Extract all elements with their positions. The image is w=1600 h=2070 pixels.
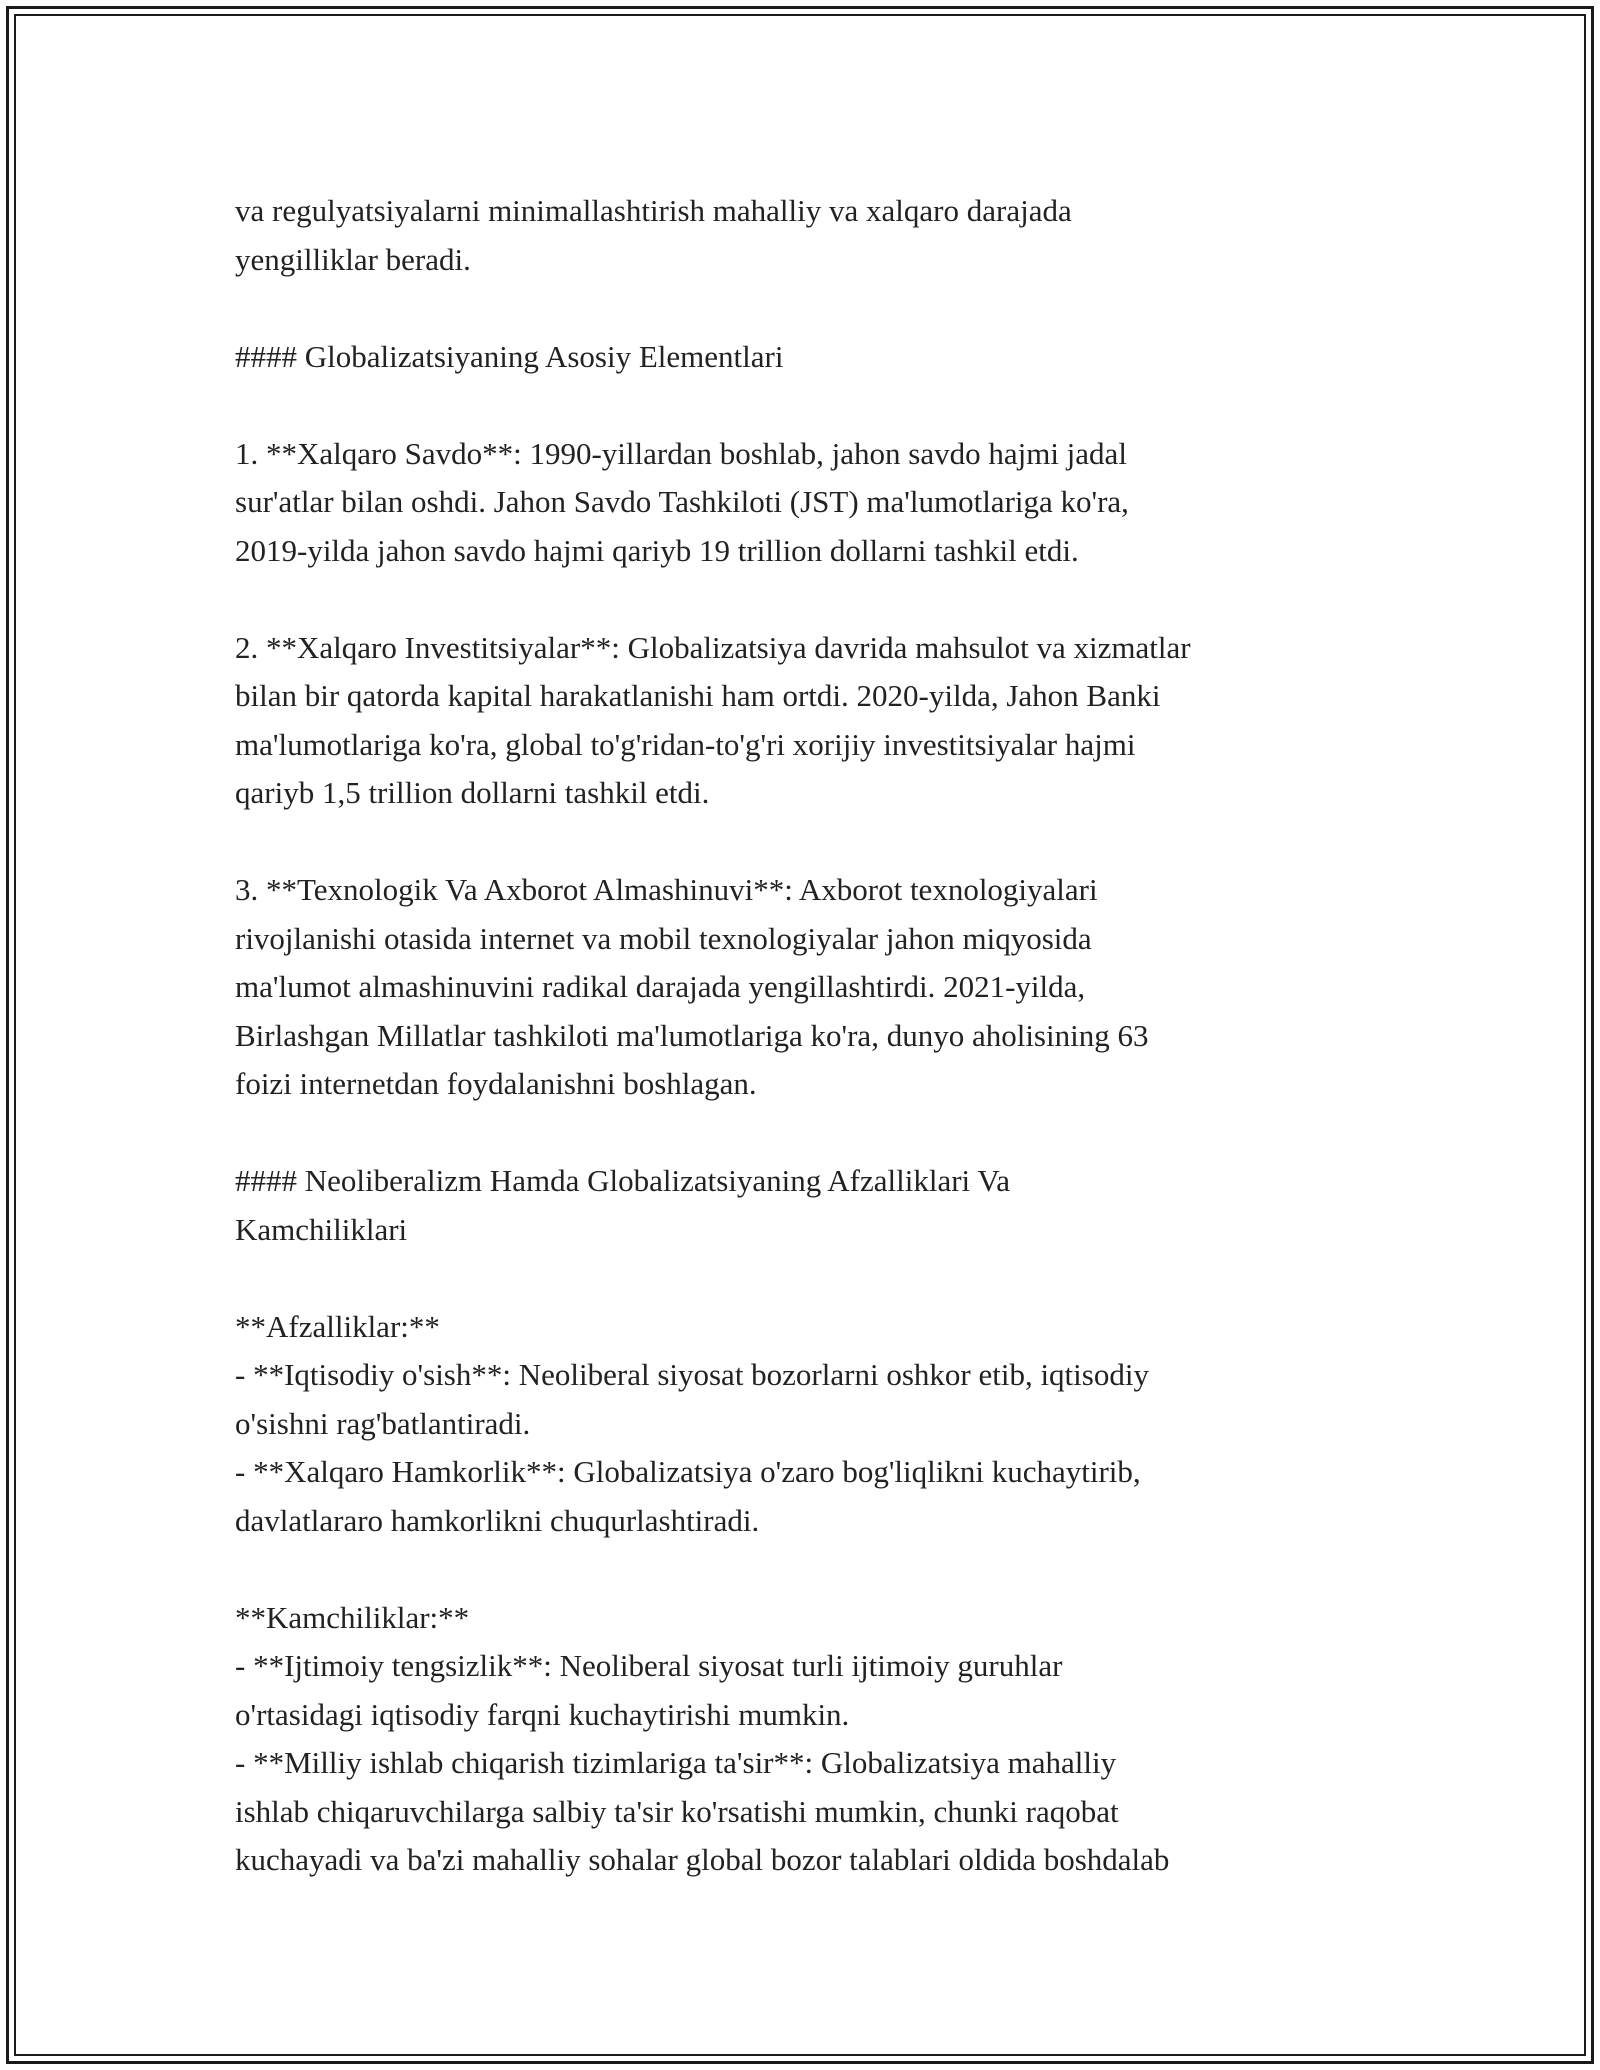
text-line: ma'lumot almashinuvini radikal darajada yengillashtirdi. 2021-yilda, bbox=[235, 969, 1086, 1004]
text-line: o'sishni rag'batlantiradi. bbox=[235, 1405, 531, 1441]
text-line: - **Milliy ishlab chiqarish tizimlariga ta'sir**: Globalizatsiya mahalliy bbox=[235, 1745, 1117, 1780]
text-line: 1. **Xalqaro Savdo**: 1990-yillardan boshlab, jahon savdo hajmi jadal bbox=[235, 435, 1127, 471]
text-line: 3. **Texnologik Va Axborot Almashinuvi**: Axborot texnologiyalari bbox=[235, 872, 1098, 907]
cons-block bbox=[235, 1594, 1385, 1885]
heading-line: #### Globalizatsiyaning Asosiy Elementlari bbox=[235, 338, 784, 374]
text-line: bilan bir qatorda kapital harakatlanishi ham ortdi. 2020-yilda, Jahon Banki bbox=[235, 678, 1161, 713]
intro-paragraph bbox=[235, 187, 1385, 284]
text-line: kuchayadi va ba'zi mahalliy sohalar global bozor talablari oldida boshdalab bbox=[235, 1842, 1170, 1877]
text-line: ishlab chiqaruvchilarga salbiy ta'sir ko'rsatishi mumkin, chunki raqobat bbox=[235, 1793, 1119, 1829]
text-line: o'rtasidagi iqtisodiy farqni kuchaytirishi mumkin. bbox=[235, 1696, 850, 1732]
heading-line: #### Neoliberalizm Hamda Globalizatsiyaning Afzalliklari Va bbox=[235, 1163, 1011, 1198]
heading-line: Kamchiliklari bbox=[235, 1211, 408, 1247]
text-line: **Afzalliklar:** bbox=[235, 1308, 440, 1344]
list-item-trade bbox=[235, 430, 1385, 576]
text-line: Birlashgan Millatlar tashkiloti ma'lumotlariga ko'ra, dunyo aholisining 63 bbox=[235, 1017, 1149, 1053]
text-line: yengilliklar beradi. bbox=[235, 241, 471, 277]
text-line: 2. **Xalqaro Investitsiyalar**: Globalizatsiya davrida mahsulot va xizmatlar bbox=[235, 629, 1191, 665]
text-line: davlatlararo hamkorlikni chuqurlashtiradi. bbox=[235, 1502, 760, 1538]
paragraph-gap bbox=[235, 818, 1385, 867]
paragraph-gap bbox=[235, 575, 1385, 624]
text-line: 2019-yilda jahon savdo hajmi qariyb 19 trillion dollarni tashkil etdi. bbox=[235, 532, 1079, 568]
list-item-investments bbox=[235, 624, 1385, 818]
paragraph-gap bbox=[235, 1109, 1385, 1158]
text-line: rivojlanishi otasida internet va mobil texnologiyalar jahon miqyosida bbox=[235, 920, 1092, 956]
text-line: qariyb 1,5 trillion dollarni tashkil etdi. bbox=[235, 775, 710, 810]
paragraph-gap bbox=[235, 284, 1385, 333]
paragraph-gap bbox=[235, 381, 1385, 430]
text-line: **Kamchiliklar:** bbox=[235, 1599, 470, 1635]
text-line: va regulyatsiyalarni minimallashtirish mahalliy va xalqaro darajada bbox=[235, 193, 1072, 228]
paragraph-gap bbox=[235, 1254, 1385, 1303]
section-heading-elements bbox=[235, 333, 1385, 382]
document-body bbox=[235, 187, 1385, 1885]
text-line: foizi internetdan foydalanishni boshlagan. bbox=[235, 1066, 757, 1101]
section-heading-pros-cons bbox=[235, 1157, 1385, 1254]
paragraph-gap bbox=[235, 1545, 1385, 1594]
pros-block bbox=[235, 1303, 1385, 1546]
text-line: sur'atlar bilan oshdi. Jahon Savdo Tashkiloti (JST) ma'lumotlariga ko'ra, bbox=[235, 484, 1129, 519]
text-line: - **Ijtimoiy tengsizlik**: Neoliberal siyosat turli ijtimoiy guruhlar bbox=[235, 1648, 1063, 1683]
text-line: - **Xalqaro Hamkorlik**: Globalizatsiya o'zaro bog'liqlikni kuchaytirib, bbox=[235, 1454, 1141, 1489]
text-line: - **Iqtisodiy o'sish**: Neoliberal siyosat bozorlarni oshkor etib, iqtisodiy bbox=[235, 1357, 1149, 1392]
text-line: ma'lumotlariga ko'ra, global to'g'ridan-to'g'ri xorijiy investitsiyalar hajmi bbox=[235, 726, 1136, 762]
list-item-technology bbox=[235, 866, 1385, 1109]
